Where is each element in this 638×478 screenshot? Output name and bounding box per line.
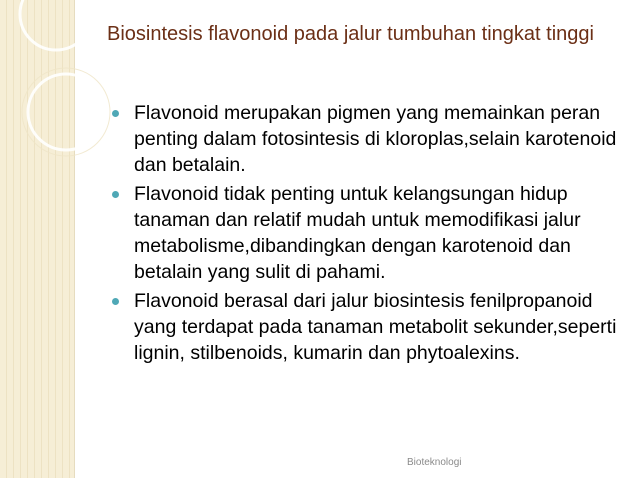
deco-circle-middle: [28, 74, 104, 150]
bullet-text: Flavonoid berasal dari jalur biosintesis fenilpropanoid yang terdapat pada tanaman metabolit sekunder,seperti lignin, stilbenoids, kumarin dan phytoalexins.: [134, 290, 617, 364]
slide-footer: Bioteknologi: [407, 457, 462, 468]
round-bullet-icon: [112, 110, 119, 117]
bullet-item: [112, 288, 620, 366]
bullet-text: Flavonoid tidak penting untuk kelangsungan hidup tanaman dan relatif mudah untuk memodifikasi jalur metabolisme,dibandingkan dengan karotenoid dan betalain yang sulit di pahami.: [134, 183, 581, 283]
bullet-list: [112, 100, 620, 369]
deco-circle-top: [20, 0, 92, 50]
bullet-item: [112, 100, 620, 178]
bullet-item: [112, 181, 620, 285]
round-bullet-icon: [112, 191, 119, 198]
slide-title: Biosintesis flavonoid pada jalur tumbuhan tingkat tinggi: [107, 23, 594, 45]
deco-circle-middle-outer: [22, 68, 110, 156]
round-bullet-icon: [112, 298, 119, 305]
bullet-text: Flavonoid merupakan pigmen yang memainkan peran penting dalam fotosintesis di kloroplas,selain karotenoid dan betalain.: [134, 102, 617, 176]
